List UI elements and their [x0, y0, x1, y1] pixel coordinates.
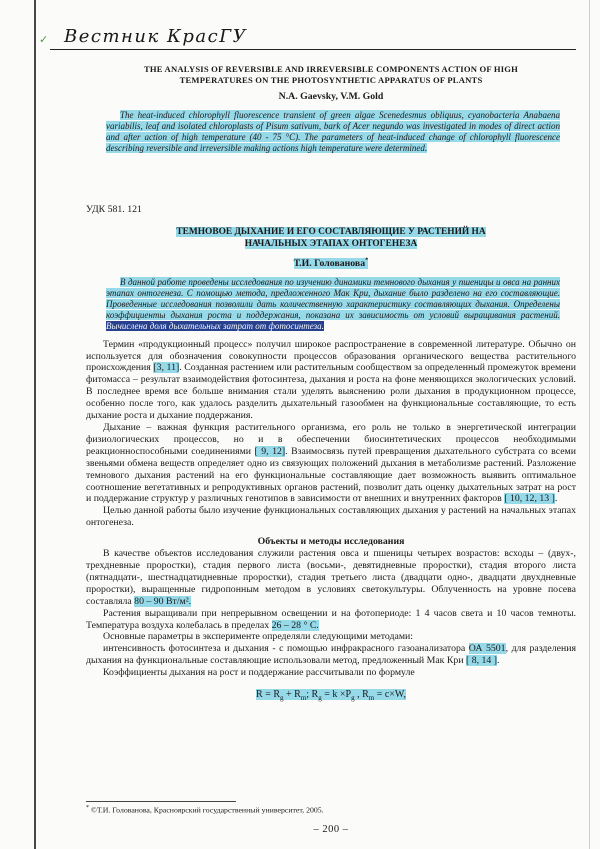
- text-run: 80 – 90 Вт/м².: [134, 595, 192, 607]
- text-run: интенсивность фотосинтеза и дыхания - с помощью инфракрасного газоанализатора: [103, 643, 469, 655]
- page-number: – 200 –: [313, 824, 349, 835]
- page-edge-line-left: [34, 0, 36, 849]
- author-name: Т.И. Голованова: [293, 257, 366, 269]
- paragraph-methods-4: [86, 643, 576, 667]
- paragraph-methods-5: Коэффициенты дыхания на рост и поддержание рассчитывали по формуле: [103, 667, 415, 679]
- english-authors: N.A. Gaevsky, V.M. Gold: [278, 91, 384, 103]
- text-run: . Взаимосвязь путей превращения дыхательного субстрата со всеми звеньями обмена веществ определяет одно из связующих положений дыхания в метаболизме растений. Разложение темнового дыхания растений на его функциональные составляющие дает возможность выявить оптимальное соотношение вегетативных и репродуктивных органов растений, позволит дать оценку дыхательных затрат на рост и поддержание структур у различных генотипов в зависимости от внешних и внутренних факторов: [86, 445, 576, 505]
- footnote-text: ©Т.И. Голованова, Красноярский государственный университет, 2005.: [89, 806, 324, 815]
- formula-subscript: g: [351, 694, 355, 703]
- formula-part: , R: [354, 689, 369, 701]
- formula-part: + R: [283, 689, 301, 701]
- footnote-mark: *: [86, 805, 89, 812]
- text-run: .: [497, 655, 500, 667]
- check-mark-icon: ✓: [39, 34, 49, 46]
- paragraph-intro-2: [86, 422, 576, 505]
- text-run: Вычислена доля дыхательных затрат от фотосинтеза.: [106, 320, 324, 331]
- article-title-text: ТЕМНОВОЕ ДЫХАНИЕ И ЕГО СОСТАВЛЯЮЩИЕ У РАСТЕНИЙ НА НАЧАЛЬНЫХ ЭТАПАХ ОНТОГЕНЕЗА: [176, 227, 486, 249]
- text-run: [3, 11]: [153, 362, 180, 374]
- english-title: THE ANALYSIS OF REVERSIBLE AND IRREVERSIBLE COMPONENTS ACTION OF HIGH TEMPERATURES ON THE PHOTOSYNTHETIC APPARATUS OF PLANTS: [143, 64, 519, 85]
- text-run: Термин «продукционный процесс» получил широкое распространение в современной литературе. Обычно он используется для обозначения совокупности процессов образования органического вещества растительного происхождения: [86, 338, 576, 374]
- formula-part: R = R: [256, 689, 281, 701]
- text-run: , для разделения дыхания на функциональные составляющие использовали метод, предложенный Мак Кри: [86, 643, 576, 667]
- english-abstract: [106, 110, 560, 154]
- article-author-text: [294, 258, 369, 269]
- text-run: . Созданная растением или растительным сообществом за определенный промежуток времени фитомасса – результат взаимодействия фотосинтеза, дыхания и роста на фоне меняющихся экологических условий. В последнее время все больше внимания стали уделять выяснению роли дыхания в продукционном процессе, особенно после того, как удалось разделить дыхательный газообмен на функциональные составляющие, то есть дыхание роста и дыхание поддержания.: [86, 362, 576, 422]
- paragraph-methods-2: [86, 608, 576, 632]
- text-run: Растения выращивали при непрерывном освещении и на фотопериоде: 1 4 часов света и 10 часов темноты. Температура воздуха колебалась в пределах: [86, 607, 576, 631]
- page-edge-line-right: [589, 0, 590, 849]
- formula-subscript: g: [280, 694, 284, 703]
- formula-subscript: g: [318, 694, 322, 703]
- paragraph-aim: Целью данной работы было изучение функциональных составляющих дыхания у растений на начальных этапах онтогенеза.: [86, 505, 576, 529]
- english-abstract-text: The heat-induced chlorophyll fluorescence transient of green algae Scenedesmus obliquus, cyanobacteria Anabaena variabilis, leaf and isolated chloroplasts of Pisum sativum, bark of Acer negundo was investigated in modes of direct action and after action of high temperature (40 - 75 °C). The parameters of heat-induced change of chlorophyll fluorescence describing reversible and irreversible making actions high temperature were determined.: [106, 110, 560, 154]
- paragraph-methods-1: [86, 548, 576, 608]
- formula-part: = c×W,: [374, 689, 406, 701]
- page-content: [39, 0, 576, 703]
- formula-subscript: m: [300, 694, 307, 703]
- russian-abstract: [106, 277, 560, 332]
- udk-label: УДК 581. 121: [86, 204, 142, 216]
- page-footer: [86, 801, 576, 835]
- section-heading-methods: Объекты и методы исследования: [257, 536, 405, 548]
- text-run: В данной работе проведены исследования по изучению динамики темнового дыхания у пшеницы и овса на ранних этапах онтогенеза. С помощью метода, предложенного Мак Кри, дыхание было разделено на его составляющие. Проведенные исследования позволили дать количественную характеристику составляющих дыхания. Определены коэффициенты дыхания роста и поддержания, показана их зависимость от условий выращивания растений.: [106, 276, 560, 320]
- paragraph-intro-1: [86, 339, 576, 422]
- text-run: [ 10, 12, 13 ]: [504, 493, 555, 505]
- footnote-rule: [86, 801, 236, 802]
- text-run: ОА 5501: [468, 643, 506, 655]
- paragraph-methods-3: Основные параметры в эксперименте определяли следующими методами:: [103, 631, 413, 643]
- journal-logo: Вестник КрасГУ: [64, 26, 248, 47]
- formula-subscript: m: [368, 694, 375, 703]
- text-run: .: [554, 493, 558, 505]
- text-run: В качестве объектов исследования служили растения овса и пшеницы четырех возрастов: всходы – (двух-, трехдневные проростки), стадия первого листа (восьми-, девятидневные проростки), стадия второго листа (пятнадцати-, шестнадцатидневные проростки), стадия третьего листа (двадцати одно-, двадцати двухдневные проростки), выращенные гидропонным методом в условиях светокультуры. Облученность на уровне посева составляла: [86, 548, 576, 607]
- text-run: 26 – 28 ° С.: [271, 619, 319, 631]
- text-column: [86, 64, 576, 702]
- formula-text: [256, 689, 406, 703]
- footnote: [86, 805, 576, 815]
- author-footnote-mark: *: [365, 256, 369, 264]
- formula: [86, 689, 576, 702]
- journal-header: [39, 26, 576, 50]
- header-rule: [50, 49, 576, 50]
- text-run: Дыхание – важная функция растительного организма, его роль не только в энергетической интеграции физиологических процессов, но и в обеспечении биосинтетических процессов необходимыми реакционноспособными соединениями: [86, 421, 576, 457]
- article-title: [170, 227, 492, 250]
- article-author: [86, 256, 576, 268]
- text-run: [ 9, 12]: [254, 445, 286, 457]
- formula-part: = k ×P: [321, 689, 352, 701]
- formula-part: ; R: [306, 689, 319, 701]
- text-run: [ 8, 14 ]: [466, 655, 498, 667]
